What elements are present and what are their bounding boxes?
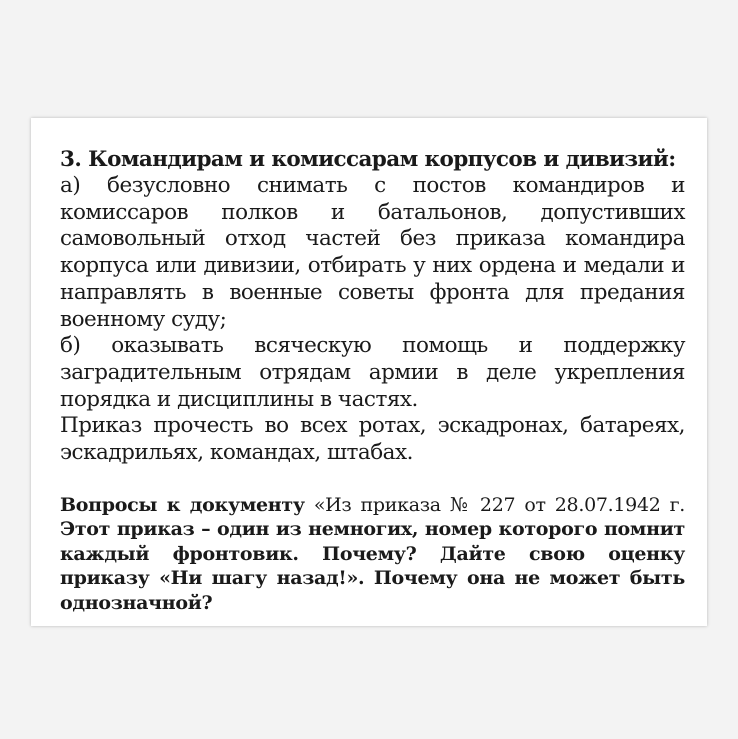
item-b-paragraph: б) оказывать всяческую помощь и поддержку заградительным отрядам армии в деле укрепления порядка и дисциплины в частях. [60, 333, 685, 412]
section-heading: 3. Командирам и комиссарам корпусов и дивизий: [60, 147, 676, 172]
questions-label: Вопросы к документу [60, 493, 305, 516]
closing-paragraph: Приказ прочесть во всех ротах, эскадронах, батареях, эскадрильях, командах, штабах. [60, 413, 685, 466]
item-a-paragraph: а) безусловно снимать с постов командиров и комиссаров полков и батальонов, допустивших самовольный отход частей без приказа командира корпуса или дивизии, отбирать у них ордена и медали и направлять в военные советы фронта для предания военному суду; [60, 173, 685, 332]
questions-text: Этот приказ – один из немногих, номер которого помнит каждый фронтовик. Почему? Дайте свою оценку приказу «Ни шагу назад!». Почему она не может быть однозначной? [60, 518, 685, 614]
section-spacer [60, 467, 685, 493]
document-card [31, 118, 707, 626]
questions-block [60, 493, 685, 616]
questions-source: «Из приказа № 227 от 28.07.1942 г. [313, 493, 686, 516]
